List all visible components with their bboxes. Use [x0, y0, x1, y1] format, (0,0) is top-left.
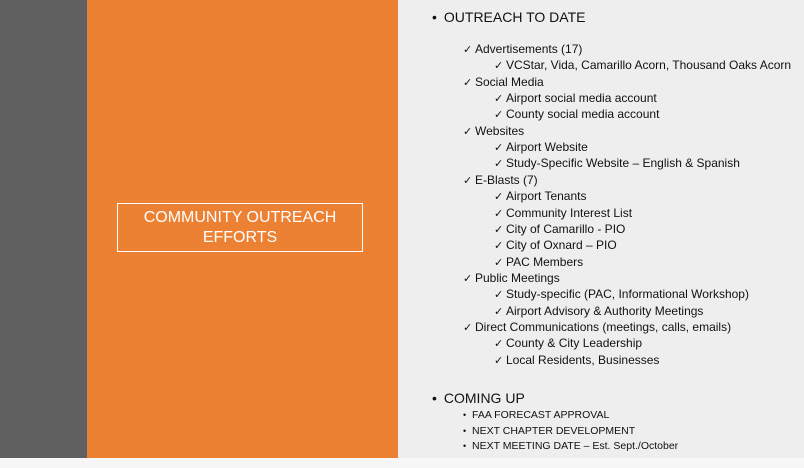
coming-up-heading-text: COMING UP [443, 390, 525, 406]
outreach-item [463, 173, 538, 188]
outreach-subitem-label: Study-specific (PAC, Informational Workshop) [506, 287, 749, 302]
outreach-subitem [494, 353, 659, 368]
check-icon: ✓ [463, 125, 473, 138]
outreach-heading [432, 9, 585, 25]
outreach-subitem-label: Airport Tenants [506, 189, 587, 204]
check-icon: ✓ [494, 60, 504, 73]
coming-up-item [463, 425, 635, 437]
bullet-icon: • [463, 410, 467, 420]
check-icon: ✓ [494, 305, 504, 318]
coming-up-item-label: FAA FORECAST APPROVAL [472, 409, 610, 421]
outreach-item-label: Advertisements (17) [475, 42, 583, 56]
check-icon: ✓ [463, 174, 473, 187]
coming-up-item-label: NEXT MEETING DATE – Est. Sept./October [472, 440, 679, 452]
outreach-subitem [494, 107, 659, 122]
check-icon: ✓ [494, 256, 504, 269]
outreach-subitem [494, 287, 749, 302]
check-icon: ✓ [494, 289, 504, 302]
bullet-icon: • [463, 441, 467, 451]
outreach-item-label: Websites [475, 123, 525, 138]
outreach-subitem-label: City of Oxnard – PIO [506, 238, 617, 253]
check-icon: ✓ [494, 354, 504, 367]
outreach-item [463, 75, 544, 90]
check-icon: ✓ [494, 207, 504, 220]
check-icon: ✓ [494, 240, 504, 253]
outreach-item-label: Direct Communications (meetings, calls, emails) [475, 319, 732, 334]
outreach-item-label: Public Meetings [475, 270, 560, 285]
outreach-subitem-label: Airport Advisory & Authority Meetings [506, 303, 704, 318]
bottom-strip [0, 458, 804, 468]
outreach-subitem-label: PAC Members [506, 254, 584, 269]
outreach-subitem [494, 156, 740, 171]
outreach-subitem-label: Study-Specific Website – English & Spanish [506, 156, 740, 171]
outreach-item [463, 320, 731, 335]
outreach-subitem-label: Airport social media account [506, 91, 657, 106]
bullet-icon: • [463, 425, 467, 436]
check-icon: ✓ [494, 142, 504, 155]
outreach-subitem-label: County social media account [506, 107, 660, 122]
outreach-item [463, 42, 582, 57]
outreach-subitem-label: Community Interest List [506, 205, 633, 220]
outreach-subitem-label: VCStar, Vida, Camarillo Acorn, Thousand Oaks Acorn [506, 58, 792, 73]
check-icon: ✓ [494, 109, 504, 122]
check-icon: ✓ [494, 158, 504, 171]
check-icon: ✓ [463, 44, 473, 56]
coming-up-item [463, 440, 678, 452]
outreach-item-label: E-Blasts (7) [475, 172, 538, 187]
outreach-subitem-label: County & City Leadership [506, 336, 643, 351]
outreach-subitem [494, 336, 642, 351]
bullet-icon: • [432, 390, 437, 406]
outreach-subitem [494, 222, 625, 237]
check-icon: ✓ [494, 191, 504, 204]
check-icon: ✓ [463, 272, 473, 285]
check-icon: ✓ [494, 338, 504, 351]
outreach-subitem [494, 255, 583, 270]
outreach-subitem-label: City of Camarillo - PIO [506, 221, 626, 236]
check-icon: ✓ [494, 93, 504, 106]
check-icon: ✓ [494, 223, 504, 236]
check-icon: ✓ [463, 321, 473, 334]
outreach-subitem [494, 206, 632, 221]
bullet-icon: • [432, 9, 437, 25]
slide-title-line-2: EFFORTS [202, 228, 278, 246]
check-icon: ✓ [463, 76, 473, 89]
slide-title-line-1: COMMUNITY OUTREACH [143, 208, 337, 226]
coming-up-item [463, 409, 609, 421]
outreach-heading-text: OUTREACH TO DATE [443, 9, 586, 25]
outreach-subitem [494, 58, 791, 73]
outreach-subitem [494, 238, 617, 253]
outreach-item-label: Social Media [475, 74, 544, 89]
outreach-subitem-label: Airport Website [506, 140, 588, 155]
outreach-item [463, 124, 524, 139]
outreach-subitem [494, 140, 588, 155]
coming-up-item-label: NEXT CHAPTER DEVELOPMENT [472, 424, 636, 437]
outreach-subitem [494, 91, 657, 106]
outreach-item [463, 271, 560, 286]
coming-up-heading [432, 390, 525, 406]
outreach-subitem [494, 304, 703, 319]
outreach-subitem [494, 189, 587, 204]
outreach-subitem-label: Local Residents, Businesses [506, 352, 660, 367]
